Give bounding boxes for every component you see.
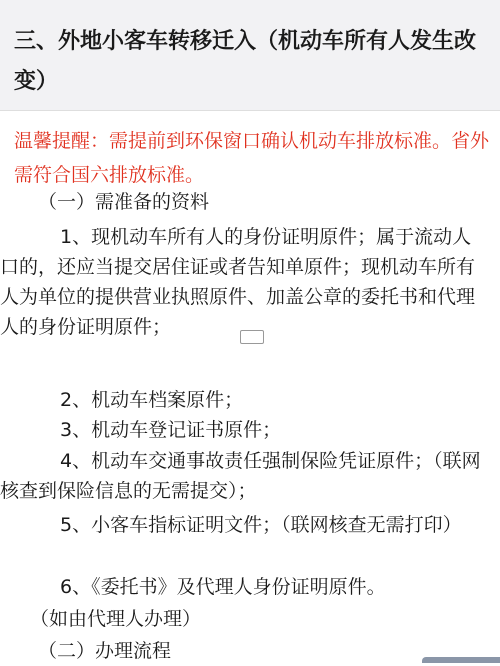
divider — [0, 110, 500, 111]
list-item-6: 6、《委托书》及代理人身份证明原件。 — [60, 576, 386, 598]
reminder-text: 温馨提醒：需提前到环保窗口确认机动车排放标准。省外需符合国六排放标准。 — [14, 130, 490, 186]
watermark — [198, 327, 270, 343]
list-item-1: 1、现机动车所有人的身份证明原件；属于流动人口的，还应当提交居住证或者告知单原件；现机动车所有人为单位的提供营业执照原件、加盖公章的委托书和代理人的身份证明原件； — [0, 226, 476, 338]
list-item-2: 2、机动车档案原件； — [60, 389, 244, 411]
list-item-note: （如由代理人办理） — [30, 608, 202, 630]
watermark-mark-icon — [240, 330, 264, 344]
list-item-3: 3、机动车登记证书原件； — [60, 419, 282, 441]
scroll-indicator — [422, 657, 500, 663]
subsection-heading-materials: （一）需准备的资料 — [38, 191, 210, 213]
section-header — [0, 0, 500, 110]
list-item-5: 5、小客车指标证明文件；（联网核查无需打印） — [60, 514, 462, 536]
section-title: 三、外地小客车转移迁入（机动车所有人发生改变） — [14, 29, 477, 94]
list-item-4: 4、机动车交通事故责任强制保险凭证原件；（联网核查到保险信息的无需提交）； — [0, 450, 481, 502]
subsection-heading-process: （二）办理流程 — [38, 640, 172, 662]
